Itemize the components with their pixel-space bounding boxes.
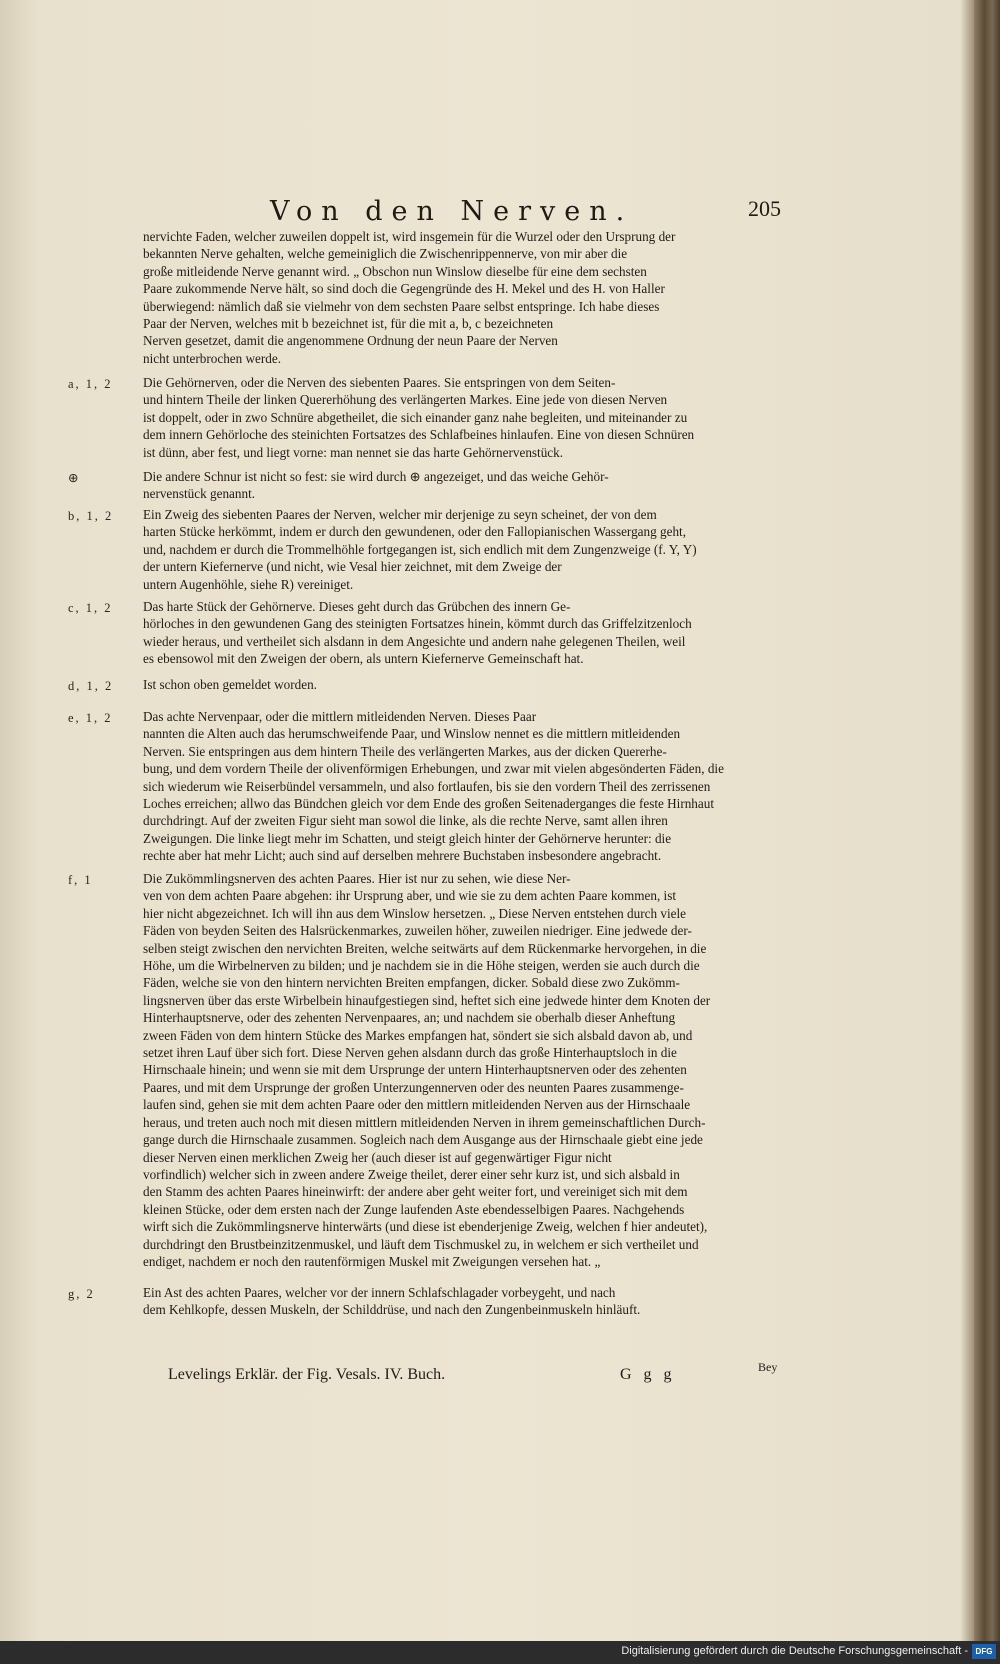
text-line: Paare zukommende Nerve hält, so sind doch die Gegengründe des H. Mekel und des H. von Haller (143, 281, 665, 297)
dfg-logo: DFG (972, 1644, 996, 1659)
text-line: laufen sind, gehen sie mit dem achten Paare oder den mittlern mitleidenden Nerven aus der Hirnschaale (143, 1097, 691, 1113)
credit-bar (0, 1641, 1000, 1664)
entry-text (143, 506, 791, 593)
text-line: endiget, nachdem er noch den rautenförmigen Muskel mit Zweigungen versehen hat. „ (143, 1253, 601, 1269)
text-line: durchdringt. Auf der zweiten Figur sieht man sowol die linke, als die rechte Nerve, samt allen ihren (143, 813, 668, 829)
text-line: nervenstück genannt. (143, 486, 256, 502)
text-line: ist dünn, aber fest, und liegt vorne: man nennet sie das harte Gehörnervenstück. (143, 444, 564, 460)
text-line: hörloches in den gewundenen Gang des steinigten Fortsatzes hinein, kömmt durch das Griffelzitzenloch (143, 616, 692, 632)
text-line: große mitleidende Nerve genannt wird. „ Obschon nun Winslow dieselbe für eine dem sechsten (143, 263, 647, 279)
entry-text (143, 676, 791, 693)
text-line: Nerven. Sie entspringen aus dem hintern Theile des verlängerten Markes, aus der dicken Quererhe- (143, 743, 667, 759)
entry-text (143, 708, 791, 865)
text-line: hier nicht abgezeichnet. Ich will ihn aus dem Winslow hersetzen. „ Diese Nerven entstehen durch viele (143, 905, 687, 921)
text-line: Zweigungen. Die linke liegt mehr im Schatten, und steigt gleich hinter der Gehörnerve herunter: die (143, 830, 672, 846)
entry-label: e, 1, 2 (68, 711, 113, 725)
text-line: Hirnschaale hinein; und wenn sie mit dem Ursprunge der untern Hinterhauptsnerven oder des zehenten (143, 1062, 687, 1078)
text-line: der untern Kiefernerve (und nicht, wie Vesal hier zeichnet, mit dem Zweige der (143, 559, 562, 575)
text-line: Die Zukömmlingsnerven des achten Paares. Hier ist nur zu sehen, wie diese Ner- (143, 871, 571, 886)
text-line: Die andere Schnur ist nicht so fest: sie wird durch ⊕ angezeiget, und das weiche Gehör- (143, 469, 609, 484)
text-line: heraus, und treten auch noch mit diesen mittlern mitleidenden Nerven in ihrem gemeinschaftlichen Durch- (143, 1114, 706, 1130)
book-edge (974, 0, 1000, 1641)
entry-text (143, 228, 791, 367)
text-line: Paar der Nerven, welches mit b bezeichnet ist, für die mit a, b, c bezeichneten (143, 316, 554, 332)
text-line: nicht unterbrochen werde. (143, 350, 282, 366)
signature-mark: G g g (620, 1366, 676, 1383)
text-line: dem Kehlkopfe, dessen Muskeln, der Schilddrüse, und nach den Zungenbeinmuskeln hinläuft. (143, 1302, 641, 1318)
entry-label: c, 1, 2 (68, 601, 113, 615)
page-header (260, 196, 800, 230)
entry-text (143, 374, 791, 461)
catchword: Bey (758, 1360, 778, 1374)
text-line: Das harte Stück der Gehörnerve. Dieses geht durch das Grübchen des innern Ge- (143, 599, 571, 614)
text-line: Paares, und mit dem Ursprunge der großen Unterzungennerven oder des neunten Paares zusammenge- (143, 1079, 684, 1095)
text-line: es ebensowol mit den Zweigen der obern, als untern Kiefernerve Gemeinschaft hat. (143, 651, 584, 667)
text-line: Ein Ast des achten Paares, welcher vor der innern Schlafschlagader vorbeygeht, und nach (143, 1285, 616, 1300)
credit-text: Digitalisierung gefördert durch die Deutsche Forschungsgemeinschaft - (621, 1645, 968, 1657)
text-line: wirft sich die Zukömmlingsnerve hinterwärts (und diese ist ebenderjenige Zweig, welchen f hier andeutet), (143, 1219, 708, 1235)
text-line: nervichte Faden, welcher zuweilen doppelt ist, wird insgemein für die Wurzel oder den Ursprung der (143, 229, 676, 244)
entry-text (143, 468, 791, 503)
text-line: Nerven gesetzet, damit die angenommene Ordnung der neun Paare der Nerven (143, 333, 558, 349)
text-line: Fäden, welche sie von den hintern nervichten Breiten empfangen, dicker. Sobald diese zwo Zukömm- (143, 975, 680, 991)
text-line: überwiegend: nämlich daß sie vielmehr von dem sechsten Paare selbst entspringe. Ich habe dieses (143, 298, 660, 314)
text-line: ven von dem achten Paare abgehen: ihr Ursprung aber, und wie sie zu dem achten Paare kommen, ist (143, 888, 677, 904)
entry-label: a, 1, 2 (68, 377, 113, 391)
entry-label: f, 1 (68, 873, 93, 887)
text-line: dem innern Gehörloche des steinichten Fortsatzes des Schlafbeines hinlaufen. Eine von diesen Schnüren (143, 427, 695, 443)
text-line: sich wiederum wie Reiserbündel versammeln, und also fortlaufen, bis sie den vordern Theil des zerrissenen (143, 778, 711, 794)
text-line: gange durch die Hirnschaale zusammen. Sogleich nach dem Ausgange aus der Hirnschaale giebt eine jede (143, 1132, 703, 1148)
text-line: selben steigt zwischen den nervichten Breiten, welche seitwärts auf dem Rückenmarke hervorgehen, in die (143, 940, 707, 956)
running-title: Von den Nerven. (270, 196, 634, 227)
text-line: ist doppelt, oder in zwo Schnüre abgetheilet, die sich einander ganz nahe begleiten, und miteinander zu (143, 409, 688, 425)
text-line: und hintern Theile der linken Quererhöhung des verlängerten Markes. Eine jede von diesen Nerven (143, 392, 668, 408)
text-line: Das achte Nervenpaar, oder die mittlern mitleidenden Nerven. Dieses Paar (143, 709, 537, 724)
text-line: wieder heraus, und vertheilet sich alsdann in dem Angesichte und andern nahe gelegenen Theilen, weil (143, 633, 686, 649)
text-line: lingsnerven über das erste Wirbelbein hinaufgestiegen sind, heftet sich eine jedwede hinter dem Knoten der (143, 992, 711, 1008)
text-line: zween Fäden von dem hintern Stücke des Markes empfangen hat, söndert sie sich alsbald davon ab, und (143, 1027, 693, 1043)
text-line: Fäden von beyden Seiten des Halsrückenmarkes, zuweilen höher, zuweilen niedriger. Eine jedwede der- (143, 923, 692, 939)
page-footer (168, 1360, 788, 1390)
text-line: Höhe, um die Wirbelnerven zu bilden; und je nachdem sie in die Höhe steigen, werden sie auch durch die (143, 958, 700, 974)
text-line: bekannten Nerve gehalten, welche gemeiniglich die Zwischenrippennerve, von mir aber die (143, 246, 628, 262)
entry-label: d, 1, 2 (68, 679, 114, 693)
text-line: Die Gehörnerven, oder die Nerven des siebenten Paares. Sie entspringen von dem Seiten- (143, 375, 616, 390)
entry-text (143, 1284, 791, 1319)
text-line: untern Augenhöhle, siehe R) vereiniget. (143, 576, 354, 592)
text-line: Loches erreichen; allwo das Bündchen gleich vor dem Ende des großen Seitenaderganges die feste Hirnhaut (143, 796, 715, 812)
page-number: 205 (748, 196, 781, 221)
text-line: Ein Zweig des siebenten Paares der Nerven, welcher mir derjenige zu seyn scheinet, der von dem (143, 507, 657, 522)
text-line: durchdringt den Brustbeinzitzenmuskel, und läuft dem Tischmuskel zu, in welchem er sich vertheilet und (143, 1236, 699, 1252)
text-line: vorfindlich) welcher sich in zween andere Zweige theilet, derer einer sehr kurz ist, und sich alsbald in (143, 1166, 680, 1182)
text-line: bung, und dem vordern Theile der olivenförmigen Erhebungen, und zwar mit vielen abgesönderten Fäden, die (143, 761, 724, 777)
text-line: nannten die Alten auch das herumschweifende Paar, und Winslow nennet es die mittlern mitleidenden (143, 726, 681, 742)
text-line: den Stamm des achten Paares hineinwirft: der andere aber geht weiter fort, und vereiniget sich mit dem (143, 1184, 688, 1200)
footer-reference: Levelings Erklär. der Fig. Vesals. IV. Buch. (168, 1366, 446, 1383)
text-line: Hinterhauptsnerve, oder des zehenten Nervenpaares, an; und nachdem sie oberhalb dieser Anheftung (143, 1010, 676, 1026)
text-line: harten Stücke herkömmt, indem er durch den gewundenen, oder den Fallopianischen Wassergang geht, (143, 524, 687, 540)
entry-label: ⊕ (68, 471, 81, 485)
text-line: dieser Nerven einen merklichen Zweig her (auch dieser ist auf gegenwärtiger Figur nicht (143, 1149, 612, 1165)
text-line: und, nachdem er durch die Trommelhöhle fortgegangen ist, sich endlich mit dem Zungenzweige (f. Y, Y) (143, 541, 697, 557)
text-line: Ist schon oben gemeldet worden. (143, 677, 317, 692)
text-line: kleinen Stücke, oder dem ersten nach der Zunge laufenden Aste ebendesselbigen Paares. Nachgehends (143, 1201, 685, 1217)
entry-label: g, 2 (68, 1287, 95, 1301)
entry-text (143, 870, 791, 1270)
text-line: setzet ihren Lauf über sich fort. Diese Nerven gehen alsdann durch das große Hinterhauptsloch in die (143, 1045, 677, 1061)
entry-text (143, 598, 791, 668)
entry-label: b, 1, 2 (68, 509, 114, 523)
text-line: rechte aber hat mehr Licht; auch sind auf derselben mehrere Buchstaben insbesondere angebracht. (143, 848, 662, 864)
